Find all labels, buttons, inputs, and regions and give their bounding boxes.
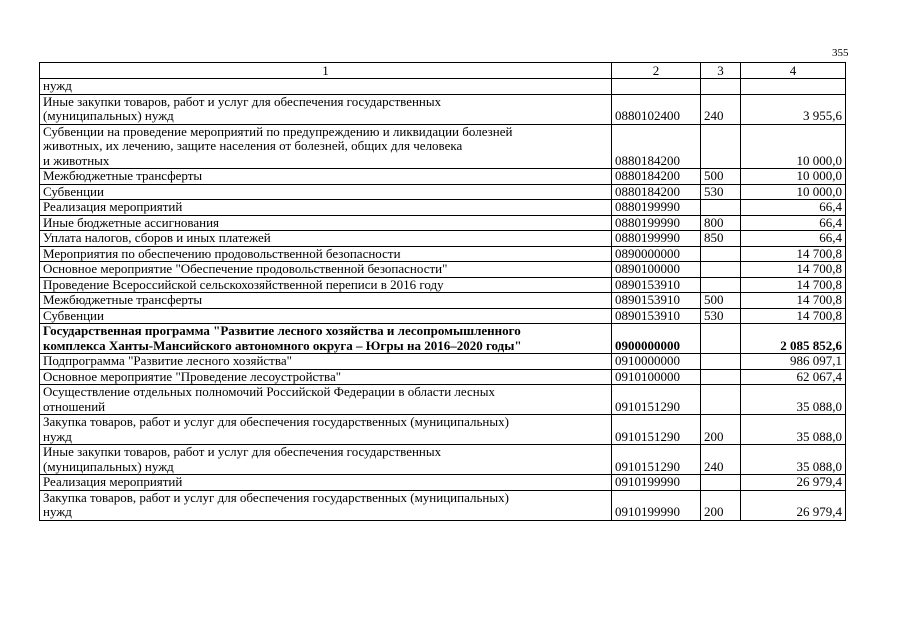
table-row — [40, 308, 846, 324]
row-type-cell — [701, 79, 741, 95]
row-name-cell — [40, 445, 612, 475]
table-row — [40, 124, 846, 169]
row-amount-cell: 14 700,8 — [741, 246, 846, 262]
row-code-cell: 0890000000 — [612, 246, 701, 262]
table-row — [40, 246, 846, 262]
row-name-cell — [40, 308, 612, 324]
row-type-cell — [701, 124, 741, 169]
row-type-cell: 500 — [701, 293, 741, 309]
row-code-cell — [612, 79, 701, 95]
row-name-cell — [40, 324, 612, 354]
row-name-line: Субвенции — [43, 184, 104, 199]
row-type-cell — [701, 354, 741, 370]
table-row — [40, 354, 846, 370]
row-name-cell — [40, 246, 612, 262]
table-row — [40, 262, 846, 278]
row-type-cell: 500 — [701, 169, 741, 185]
row-type-cell: 240 — [701, 94, 741, 124]
row-type-cell: 200 — [701, 490, 741, 520]
table-row — [40, 231, 846, 247]
table-row — [40, 385, 846, 415]
row-code-cell: 0910199990 — [612, 475, 701, 491]
row-amount-cell: 35 088,0 — [741, 415, 846, 445]
row-type-cell: 850 — [701, 231, 741, 247]
row-name-line: Иные бюджетные ассигнования — [43, 215, 220, 230]
budget-table — [39, 62, 846, 521]
row-amount-cell: 66,4 — [741, 231, 846, 247]
row-type-cell: 800 — [701, 215, 741, 231]
row-amount-cell: 14 700,8 — [741, 293, 846, 309]
row-amount-cell: 10 000,0 — [741, 169, 846, 185]
row-name-cell — [40, 385, 612, 415]
header-cell-code: 2 — [612, 63, 701, 79]
row-code-cell: 0900000000 — [612, 324, 701, 354]
row-name-line: Проведение Всероссийской сельскохозяйственной переписи в 2016 году — [43, 277, 444, 292]
table-row — [40, 369, 846, 385]
row-code-cell: 0910151290 — [612, 385, 701, 415]
row-code-cell: 0880199990 — [612, 215, 701, 231]
row-code-cell: 0890153910 — [612, 308, 701, 324]
row-code-cell: 0880199990 — [612, 231, 701, 247]
row-type-cell — [701, 475, 741, 491]
row-name-line: (муниципальных) нужд — [43, 108, 174, 123]
row-name-line: Субвенции — [43, 308, 104, 323]
row-code-cell: 0910199990 — [612, 490, 701, 520]
row-name-cell — [40, 169, 612, 185]
row-name-cell — [40, 262, 612, 278]
row-name-line: нужд — [43, 78, 72, 93]
row-type-cell — [701, 369, 741, 385]
table-row — [40, 293, 846, 309]
row-amount-cell: 10 000,0 — [741, 184, 846, 200]
row-amount-cell: 62 067,4 — [741, 369, 846, 385]
row-name-cell — [40, 354, 612, 370]
row-name-line: нужд — [43, 504, 72, 519]
row-name-line: Иные закупки товаров, работ и услуг для обеспечения государственных — [43, 444, 442, 459]
row-code-cell: 0880184200 — [612, 169, 701, 185]
row-amount-cell: 14 700,8 — [741, 308, 846, 324]
row-name-cell — [40, 490, 612, 520]
table-row — [40, 277, 846, 293]
table-row — [40, 415, 846, 445]
row-code-cell: 0880184200 — [612, 184, 701, 200]
row-type-cell: 530 — [701, 308, 741, 324]
budget-table-body — [40, 63, 846, 521]
row-type-cell: 240 — [701, 445, 741, 475]
row-amount-cell: 14 700,8 — [741, 277, 846, 293]
row-name-cell — [40, 369, 612, 385]
row-name-line: Субвенции на проведение мероприятий по предупреждению и ликвидации болезней — [43, 124, 513, 139]
row-code-cell: 0890100000 — [612, 262, 701, 278]
table-row — [40, 445, 846, 475]
header-cell-type: 3 — [701, 63, 741, 79]
row-code-cell: 0910000000 — [612, 354, 701, 370]
row-amount-cell: 26 979,4 — [741, 490, 846, 520]
row-name-line: и животных — [43, 152, 110, 168]
row-amount-cell: 3 955,6 — [741, 94, 846, 124]
row-name-cell — [40, 293, 612, 309]
row-code-cell: 0910100000 — [612, 369, 701, 385]
row-name-line: Реализация мероприятий — [43, 199, 183, 214]
table-row — [40, 324, 846, 354]
row-code-cell: 0880184200 — [612, 124, 701, 169]
row-type-cell: 530 — [701, 184, 741, 200]
table-row — [40, 184, 846, 200]
row-name-line: Государственная программа "Развитие лесного хозяйства и лесопромышленного — [43, 323, 521, 338]
header-cell-name: 1 — [40, 63, 612, 79]
row-amount-cell: 35 088,0 — [741, 445, 846, 475]
row-amount-cell: 66,4 — [741, 200, 846, 216]
row-name-line: Основное мероприятие "Обеспечение продовольственной безопасности" — [43, 261, 448, 276]
row-name-line: Мероприятия по обеспечению продовольственной безопасности — [43, 246, 401, 261]
row-name-line: Закупка товаров, работ и услуг для обеспечения государственных (муниципальных) — [43, 490, 509, 505]
table-row — [40, 490, 846, 520]
row-amount-cell: 2 085 852,6 — [741, 324, 846, 354]
row-name-line: Реализация мероприятий — [43, 474, 183, 489]
table-row — [40, 94, 846, 124]
row-amount-cell: 14 700,8 — [741, 262, 846, 278]
row-type-cell — [701, 246, 741, 262]
row-name-cell — [40, 184, 612, 200]
row-name-line: отношений — [43, 398, 106, 414]
row-name-line: комплекса Ханты-Мансийского автономного округа – Югры на 2016–2020 годы" — [43, 337, 522, 353]
row-code-cell: 0880102400 — [612, 94, 701, 124]
table-row — [40, 200, 846, 216]
row-code-cell: 0910151290 — [612, 445, 701, 475]
row-name-cell — [40, 200, 612, 216]
row-type-cell — [701, 324, 741, 354]
header-cell-amount: 4 — [741, 63, 846, 79]
row-name-line: Осуществление отдельных полномочий Российской Федерации в области лесных — [43, 384, 495, 399]
row-amount-cell: 35 088,0 — [741, 385, 846, 415]
row-name-cell — [40, 277, 612, 293]
row-name-cell — [40, 79, 612, 95]
row-type-cell — [701, 200, 741, 216]
row-name-line: Иные закупки товаров, работ и услуг для обеспечения государственных — [43, 94, 442, 109]
row-type-cell — [701, 385, 741, 415]
row-name-cell — [40, 475, 612, 491]
row-type-cell: 200 — [701, 415, 741, 445]
row-name-line: Межбюджетные трансферты — [43, 168, 203, 183]
row-name-cell — [40, 231, 612, 247]
page-number: 355 — [832, 47, 849, 59]
row-name-line: Закупка товаров, работ и услуг для обеспечения государственных (муниципальных) — [43, 414, 509, 429]
row-name-line: нужд — [43, 428, 72, 444]
row-type-cell — [701, 262, 741, 278]
table-row — [40, 79, 846, 95]
row-name-line: Межбюджетные трансферты — [43, 292, 203, 307]
row-name-cell — [40, 215, 612, 231]
table-row — [40, 475, 846, 491]
row-name-line: Подпрограмма "Развитие лесного хозяйства" — [43, 353, 292, 368]
row-code-cell: 0890153910 — [612, 277, 701, 293]
row-code-cell: 0890153910 — [612, 293, 701, 309]
row-amount-cell: 26 979,4 — [741, 475, 846, 491]
row-name-cell — [40, 124, 612, 169]
table-row — [40, 169, 846, 185]
table-row — [40, 215, 846, 231]
table-header-row — [40, 63, 846, 79]
row-type-cell — [701, 277, 741, 293]
row-code-cell: 0880199990 — [612, 200, 701, 216]
row-name-line: Основное мероприятие "Проведение лесоустройства" — [43, 369, 342, 384]
row-name-line: животных, их лечению, защите населения от болезней, общих для человека — [43, 138, 463, 153]
row-name-line: (муниципальных) нужд — [43, 458, 174, 474]
row-code-cell: 0910151290 — [612, 415, 701, 445]
row-amount-cell: 10 000,0 — [741, 124, 846, 169]
row-amount-cell: 66,4 — [741, 215, 846, 231]
row-amount-cell: 986 097,1 — [741, 354, 846, 370]
row-name-cell — [40, 415, 612, 445]
row-name-line: Уплата налогов, сборов и иных платежей — [43, 230, 271, 245]
row-amount-cell — [741, 79, 846, 95]
row-name-cell — [40, 94, 612, 124]
